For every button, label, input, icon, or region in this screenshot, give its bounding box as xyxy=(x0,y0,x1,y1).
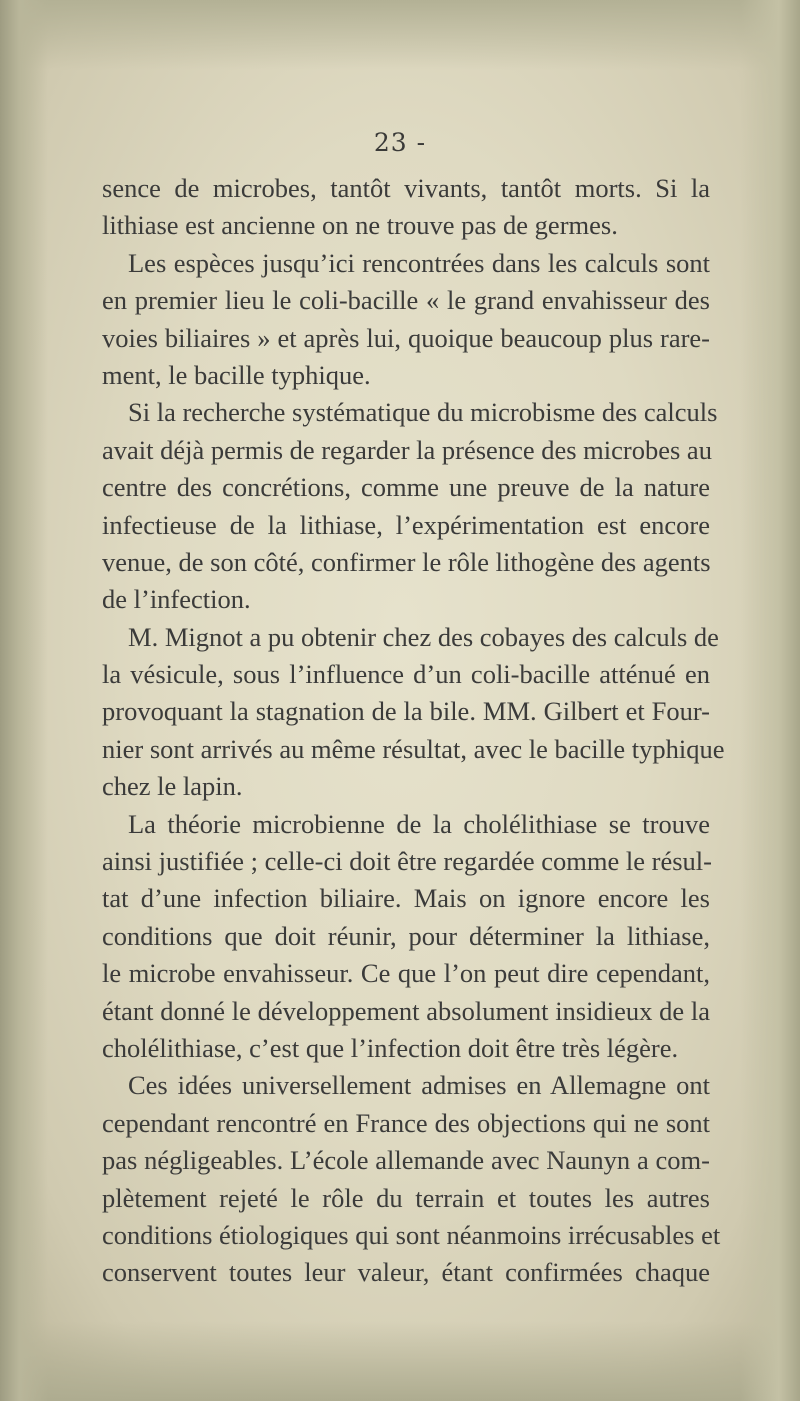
text-line: la vésicule, sous l’influence d’un coli-bacille atténué en xyxy=(102,659,710,690)
text-line: conditions que doit réunir, pour déterminer la lithiase, xyxy=(102,920,710,951)
page-shadow-bottom xyxy=(0,1321,800,1401)
text-line: M. Mignot a pu obtenir chez des cobayes des calculs de xyxy=(128,621,719,652)
text-line: en premier lieu le coli-bacille « le grand envahisseur des xyxy=(102,285,710,316)
page-shadow-left xyxy=(0,0,48,1401)
text-line: Si la recherche systématique du microbisme des calculs xyxy=(128,397,718,428)
text-line: cholélithiase, c’est que l’infection doit être très légère. xyxy=(102,1032,679,1063)
text-line: Ces idées universellement admises en Allemagne ont xyxy=(128,1070,710,1101)
text-line: lithiase est ancienne on ne trouve pas de germes. xyxy=(102,210,618,241)
text-line: de l’infection. xyxy=(102,584,251,615)
text-line: cependant rencontré en France des objections qui ne sont xyxy=(102,1107,710,1138)
text-line: Les espèces jusqu’ici rencontrées dans les calculs sont xyxy=(128,247,710,278)
text-line: tat d’une infection biliaire. Mais on ignore encore les xyxy=(102,883,710,914)
text-line: avait déjà permis de regarder la présence des microbes au xyxy=(102,434,712,465)
text-line: pas négligeables. L’école allemande avec Naunyn a com- xyxy=(102,1145,710,1176)
text-line: sence de microbes, tantôt vivants, tantôt morts. Si la xyxy=(102,173,710,203)
text-line: infectieuse de la lithiase, l’expérimentation est encore xyxy=(102,509,710,540)
text-line: conditions étiologiques qui sont néanmoins irrécusables et xyxy=(102,1219,721,1250)
text-line: chez le lapin. xyxy=(102,771,243,802)
text-line: étant donné le développement absolument insidieux de la xyxy=(102,995,710,1026)
body-text xyxy=(102,170,725,1292)
page-number: 23 - xyxy=(373,128,427,157)
page-shadow-right xyxy=(740,0,800,1401)
text-line: nier sont arrivés au même résultat, avec le bacille typhique xyxy=(102,733,725,764)
text-line: centre des concrétions, comme une preuve de la nature xyxy=(102,472,710,503)
page-shadow-top xyxy=(0,0,800,70)
text-line: voies biliaires » et après lui, quoique beaucoup plus rare- xyxy=(102,322,710,353)
text-line: venue, de son côté, confirmer le rôle lithogène des agents xyxy=(102,546,711,577)
text-line: le microbe envahisseur. Ce que l’on peut dire cependant, xyxy=(102,958,710,989)
text-line: ment, le bacille typhique. xyxy=(102,359,371,390)
text-line: ainsi justifiée ; celle-ci doit être regardée comme le résul- xyxy=(102,846,712,877)
text-line: provoquant la stagnation de la bile. MM. Gilbert et Four- xyxy=(102,696,710,727)
text-line: La théorie microbienne de la cholélithiase se trouve xyxy=(128,808,710,839)
text-line: plètement rejeté le rôle du terrain et toutes les autres xyxy=(102,1182,710,1213)
text-line: conservent toutes leur valeur, étant confirmées chaque xyxy=(102,1257,710,1288)
